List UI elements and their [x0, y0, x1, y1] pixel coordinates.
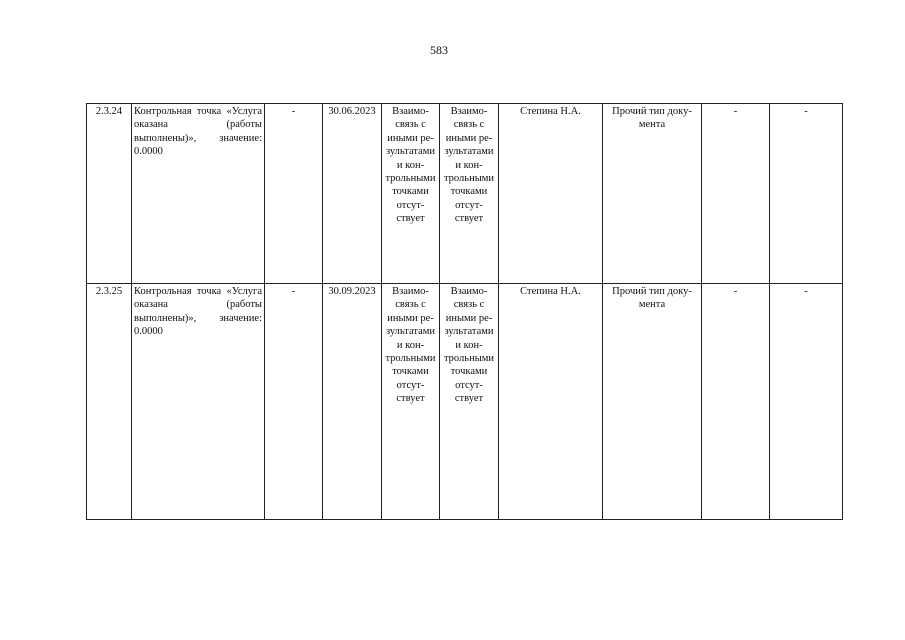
relation-line: связь с — [453, 119, 485, 131]
col9-value: - — [702, 284, 770, 520]
relation-line: точками — [450, 366, 488, 378]
relation-line: трольными — [385, 353, 436, 365]
relation-line: связь с — [453, 299, 485, 311]
relation-line: ствует — [454, 393, 484, 405]
checkpoint-date: 30.06.2023 — [323, 104, 382, 284]
relation-line: зультатами — [444, 326, 494, 338]
document-type-line: Прочий тип доку- — [612, 286, 692, 297]
document-type — [603, 104, 702, 284]
relation-line: Взаимо- — [450, 286, 488, 297]
relation-line: иными ре- — [445, 132, 493, 144]
row-number: 2.3.25 — [87, 284, 132, 520]
relation-line: иными ре- — [387, 132, 434, 144]
relation-cell-2 — [440, 104, 499, 284]
col10-value: - — [770, 104, 843, 284]
relation-line: отсут- — [396, 379, 425, 391]
relation-line: связь с — [395, 299, 426, 311]
relation-line: иными ре- — [445, 312, 493, 324]
checkpoints-table — [86, 103, 843, 520]
relation-line: трольными — [443, 173, 495, 185]
responsible-person: Степина Н.А. — [499, 104, 603, 284]
relation-line: Взаимо- — [392, 106, 429, 117]
relation-line: связь с — [395, 119, 426, 131]
relation-cell-2 — [440, 284, 499, 520]
relation-line: трольными — [385, 173, 436, 185]
checkpoint-date: 30.09.2023 — [323, 284, 382, 520]
relation-line: ствует — [454, 213, 484, 225]
row-number: 2.3.24 — [87, 104, 132, 284]
col9-value: - — [702, 104, 770, 284]
relation-line: отсут- — [455, 199, 483, 211]
relation-line: Взаимо- — [392, 286, 429, 297]
table-row — [87, 284, 843, 520]
relation-line: точками — [392, 186, 429, 198]
relation-line: и кон- — [455, 339, 483, 351]
col3-value: - — [265, 284, 323, 520]
relation-line: зультатами — [385, 326, 436, 338]
document-type-line: мента — [638, 299, 666, 311]
col3-value: - — [265, 104, 323, 284]
relation-cell-1 — [382, 284, 440, 520]
document-type-line: мента — [638, 119, 666, 131]
document-type-line: Прочий тип доку- — [612, 106, 692, 117]
relation-line: точками — [392, 366, 429, 378]
relation-line: и кон- — [455, 159, 483, 171]
relation-cell-1 — [382, 104, 440, 284]
checkpoint-name: Контрольная точка «Услуга оказана (работы выполнены)», значение: 0.0000 — [132, 284, 265, 520]
relation-line: и кон- — [396, 339, 425, 351]
relation-line: иными ре- — [387, 312, 434, 324]
table-row — [87, 104, 843, 284]
relation-line: отсут- — [455, 379, 483, 391]
relation-line: зультатами — [444, 146, 494, 158]
relation-line: точками — [450, 186, 488, 198]
checkpoint-name: Контрольная точка «Услуга оказана (работы выполнены)», значение: 0.0000 — [132, 104, 265, 284]
relation-line: ствует — [396, 393, 425, 405]
relation-line: Взаимо- — [450, 106, 488, 117]
relation-line: ствует — [396, 213, 425, 225]
relation-line: зультатами — [385, 146, 436, 158]
relation-line: и кон- — [396, 159, 425, 171]
page-number: 583 — [430, 43, 448, 57]
relation-line: отсут- — [396, 199, 425, 211]
responsible-person: Степина Н.А. — [499, 284, 603, 520]
col10-value: - — [770, 284, 843, 520]
relation-line: трольными — [443, 353, 495, 365]
document-type — [603, 284, 702, 520]
